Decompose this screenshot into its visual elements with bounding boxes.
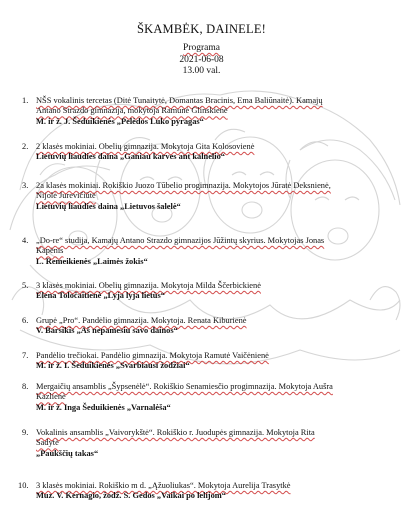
item-song: L. Remeikienės „Laimės žokis“	[36, 256, 148, 266]
event-date: 2021-06-08	[179, 54, 224, 65]
item-line: 2 klasės mokiniai. Obelių gimnazija. Mokytoja Gita Kolosovienė	[36, 142, 255, 151]
item-number: 5.	[22, 281, 29, 290]
item-line: Grupė „Pro“. Pandėlio gimnazija. Mokytoja. Renata Kiburienė	[36, 316, 247, 325]
item-number: 2.	[22, 142, 29, 151]
item-song: Lietuvių liaudies daina „Lietuvos šalelė“	[36, 201, 181, 211]
item-line: Antano Strazdo gimnazija, mokytoja Ramunė Glinskienė	[36, 106, 228, 116]
item-line: 3 klasės mokiniai. Obelių gimnazija. Mokytoja Milda Ščerbickienė	[36, 281, 261, 290]
item-song: M. ir ž. J. Šeduikienės „Pelėdos Luko pyragas“	[36, 116, 204, 126]
item-number: 7.	[22, 351, 29, 360]
item-line: Kapėnis	[36, 246, 64, 256]
page-title: ŠKAMBĖK, DAINELE!	[136, 22, 267, 36]
item-line: Vokalinis ansamblis „Vaivorykštė“. Rokiškio r. Juodupės gimnazija. Mokytoja Rita	[36, 428, 315, 437]
item-song: Muz. V. Kernagio, žodž. S. Gedos „Vaikai po lelijom“	[36, 491, 226, 501]
item-number: 4.	[22, 236, 29, 245]
item-song: Elena Toločaitienė „Lyja lyja lietūs“	[36, 291, 165, 301]
item-number: 3.	[22, 181, 29, 190]
item-song: „Paukščių takas“	[36, 448, 99, 458]
item-line: „Do-re“ studija, Kamajų Antano Strazdo gimnazijos Jūžintų skyrius. Mokytojas Jonas	[36, 236, 325, 245]
item-number: 10.	[18, 481, 29, 490]
item-number: 9.	[22, 428, 29, 437]
item-line: 2a klasės mokiniai. Rokiškio Juozo Tūbelio progimnazija. Mokytojos Jūratė Deksnienė,	[36, 181, 331, 190]
item-number: 6.	[22, 316, 29, 325]
item-line: Kazlienė	[36, 392, 66, 402]
item-number: 1.	[22, 96, 29, 105]
item-line: Pandėlio trečiokai. Pandėlio gimnazija. Mokytoja Ramutė Vaičėnienė	[36, 351, 269, 360]
item-number: 8.	[22, 382, 29, 391]
item-song: M. ir ž. I. Šeduikienės „Svarbiausi žodžiai“	[36, 361, 190, 371]
item-song: Lietuvių liaudies daina „Ganiau karves ant kalnelio“	[36, 152, 225, 162]
item-song: V. Barsikis „Aš nepamesiu savo dainos“	[36, 326, 178, 336]
item-line: Mergaičių ansamblis „Šypsenėlė“. Rokiškio Senamiesčio progimnazija. Mokytoja Aušra	[36, 382, 333, 391]
item-line: Nijolė Jurevičiūtė	[36, 191, 96, 201]
item-line: NŠS vokalinis tercetas (Ditė Tunaitytė, Domantas Bracinis, Ema Baliūnaitė). Kamajų	[36, 96, 323, 105]
item-song: M. ir ž. Inga Šeduikienės „Varnalėša“	[36, 402, 171, 412]
program-header	[0, 43, 403, 78]
item-line: 3 klasės mokiniai. Rokiškio m d. „Ąžuoliukas“. Mokytoja Aurelija Trasytkė	[36, 481, 291, 490]
event-time: 13.00 val.	[182, 66, 221, 76]
program-label: Programa	[183, 43, 220, 53]
item-line: Sadytė	[36, 438, 59, 448]
